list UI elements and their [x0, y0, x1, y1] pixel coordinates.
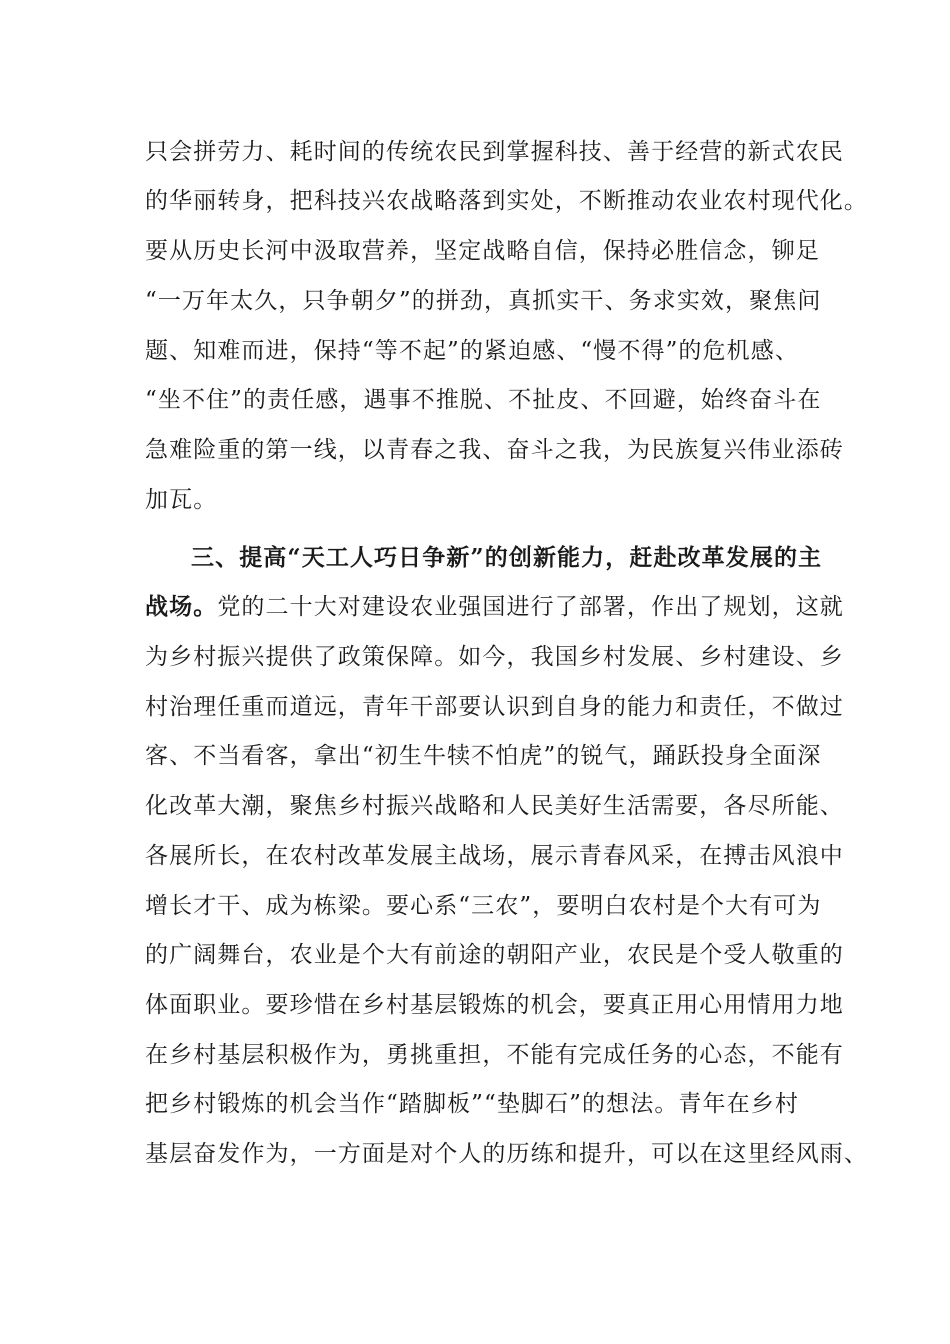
paragraph-line: 只会拼劳力、耗时间的传统农民到掌握科技、善于经营的新式农民: [145, 139, 844, 165]
paragraph-line: 的华丽转身，把科技兴农战略落到实处，不断推动农业农村现代化。: [145, 188, 868, 214]
paragraph-line: 要从历史长河中汲取营养，坚定战略自信，保持必胜信念，铆足: [145, 238, 820, 264]
paragraph-line: 体面职业。要珍惜在乡村基层锻炼的机会，要真正用心用情用力地: [145, 992, 844, 1018]
paragraph-line: “一万年太久，只争朝夕”的拼劲，真抓实干、务求实效，聚焦问: [145, 288, 822, 314]
paragraph-line: 为乡村振兴提供了政策保障。如今，我国乡村发展、乡村建设、乡: [145, 644, 844, 670]
paragraph-line: 各展所长，在农村改革发展主战场，展示青春风采，在搏击风浪中: [145, 843, 844, 869]
section-heading-end: 战场。: [145, 593, 218, 620]
paragraph-line: [145, 587, 844, 627]
paragraph-line: 在乡村基层积极作为，勇挑重担，不能有完成任务的心态，不能有: [145, 1042, 844, 1068]
paragraph-line: 的广阔舞台，农业是个大有前途的朝阳产业，农民是个受人敬重的: [145, 942, 844, 968]
paragraph-text: 党的二十大对建设农业强国进行了部署，作出了规划，这就: [217, 594, 844, 620]
paragraph-line: 基层奋发作为，一方面是对个人的历练和提升，可以在这里经风雨、: [145, 1141, 868, 1167]
paragraph-line: 客、不当看客，拿出“初生牛犊不怕虎”的锐气，踊跃投身全面深: [145, 743, 822, 769]
paragraph-line: “坐不住”的责任感，遇事不推脱、不扯皮、不回避，始终奋斗在: [145, 387, 822, 413]
paragraph-line: 化改革大潮，聚焦乡村振兴战略和人民美好生活需要，各尽所能、: [145, 793, 844, 819]
paragraph-line: 题、知难而进，保持“等不起”的紧迫感、“慢不得”的危机感、: [145, 338, 799, 364]
paragraph-line: 急难险重的第一线，以青春之我、奋斗之我，为民族复兴伟业添砖: [145, 437, 844, 463]
paragraph-line: 把乡村锻炼的机会当作“踏脚板”“垫脚石”的想法。青年在乡村: [145, 1091, 799, 1117]
paragraph-line: 加瓦。: [145, 487, 218, 513]
paragraph-line: 增长才干、成为栋梁。要心系“三农”，要明白农村是个大有可为: [145, 893, 822, 919]
section-heading: 三、提高“天工人巧日争新”的创新能力，赶赴改革发展的主: [191, 544, 823, 571]
paragraph-line: 村治理任重而道远，青年干部要认识到自身的能力和责任，不做过: [145, 694, 844, 720]
